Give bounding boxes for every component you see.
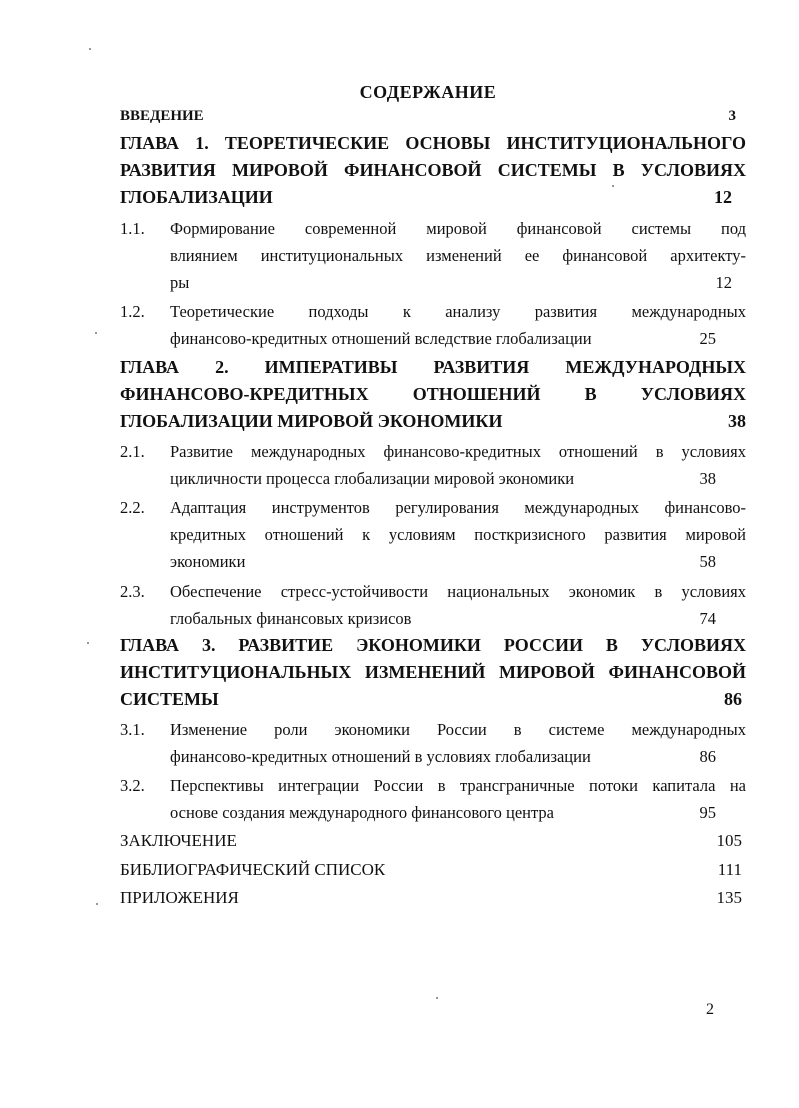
chapter-3-line-2: ИНСТИТУЦИОНАЛЬНЫХ ИЗМЕНЕНИЙ МИРОВОЙ ФИНАНСОВОЙ (120, 662, 746, 682)
scan-speck (95, 332, 97, 334)
section-number: 1.2. (120, 302, 145, 321)
section-2-2-line-3: экономики (170, 552, 246, 571)
section-2-1-line-1: Развитие международных финансово-кредитных отношений в условиях (170, 442, 746, 461)
chapter-1-page: 12 (714, 187, 732, 207)
bibliography-label: БИБЛИОГРАФИЧЕСКИЙ СПИСОК (120, 860, 386, 879)
scan-speck (89, 48, 91, 50)
chapter-3-heading (120, 632, 746, 713)
section-2-2-line-2: кредитных отношений к условиям посткризисного развития мировой (170, 525, 746, 544)
introduction-label: ВВЕДЕНИЕ (120, 108, 204, 124)
section-3-2-line-2: основе создания международного финансового центра (170, 803, 554, 822)
introduction-page: 3 (728, 108, 736, 124)
chapter-2-line-2: ФИНАНСОВО-КРЕДИТНЫХ ОТНОШЕНИЙ В УСЛОВИЯХ (120, 384, 746, 404)
section-3-1-line-1: Изменение роли экономики России в системе международных (170, 720, 746, 739)
conclusion-page: 105 (716, 831, 742, 850)
section-3-2-page: 95 (699, 803, 716, 822)
chapter-2-page: 38 (728, 411, 746, 431)
toc-conclusion (120, 827, 742, 854)
chapter-2-line-1: ГЛАВА 2. ИМПЕРАТИВЫ РАЗВИТИЯ МЕЖДУНАРОДНЫХ (120, 357, 746, 377)
toc-appendices (120, 884, 742, 911)
section-2-3-page: 74 (699, 609, 716, 628)
section-3-1-page: 86 (699, 747, 716, 766)
chapter-3-line-1: ГЛАВА 3. РАЗВИТИЕ ЭКОНОМИКИ РОССИИ В УСЛОВИЯХ (120, 635, 746, 655)
chapter-3-line-3: СИСТЕМЫ (120, 689, 219, 709)
section-2-3-line-1: Обеспечение стресс-устойчивости национальных экономик в условиях (170, 582, 746, 601)
chapter-2-heading (120, 354, 746, 435)
section-1-2-page: 25 (699, 329, 716, 348)
section-1-1-page: 12 (715, 273, 732, 292)
chapter-1-line-1: ГЛАВА 1. ТЕОРЕТИЧЕСКИЕ ОСНОВЫ ИНСТИТУЦИОНАЛЬНОГО (120, 133, 746, 153)
chapter-1-line-3: ГЛОБАЛИЗАЦИИ (120, 187, 273, 207)
conclusion-label: ЗАКЛЮЧЕНИЕ (120, 831, 237, 850)
scan-speck (436, 997, 438, 999)
section-number: 2.1. (120, 442, 145, 461)
chapter-1-line-2: РАЗВИТИЯ МИРОВОЙ ФИНАНСОВОЙ СИСТЕМЫ В УСЛОВИЯХ (120, 160, 746, 180)
chapter-1-heading (120, 130, 746, 211)
chapter-3-page: 86 (724, 689, 742, 709)
page-number: 2 (706, 1001, 714, 1018)
section-2-1-page: 38 (699, 469, 716, 488)
appendices-page: 135 (716, 888, 742, 907)
scan-speck (96, 903, 98, 905)
section-1-2-line-1: Теоретические подходы к анализу развития международных (170, 302, 746, 321)
section-number: 3.1. (120, 720, 145, 739)
section-number: 1.1. (120, 219, 145, 238)
toc-title: СОДЕРЖАНИЕ (359, 82, 497, 102)
section-1-2-line-2: финансово-кредитных отношений вследствие глобализации (170, 329, 592, 348)
section-2-2-page: 58 (699, 552, 716, 571)
toc-introduction (120, 108, 736, 125)
section-3-1-line-2: финансово-кредитных отношений в условиях глобализации (170, 747, 591, 766)
section-1-1-line-2: влиянием институциональных изменений ее финансовой архитекту- (170, 246, 746, 265)
section-2-3-line-2: глобальных финансовых кризисов (170, 609, 412, 628)
chapter-2-line-3: ГЛОБАЛИЗАЦИИ МИРОВОЙ ЭКОНОМИКИ (120, 411, 503, 431)
section-3-2-line-1: Перспективы интеграции России в трансграничные потоки капитала на (170, 776, 746, 795)
section-2-2-line-1: Адаптация инструментов регулирования международных финансово- (170, 498, 746, 517)
section-number: 2.2. (120, 498, 145, 517)
section-number: 3.2. (120, 776, 145, 795)
bibliography-page: 111 (717, 860, 742, 879)
section-1-1-line-3: ры (170, 273, 190, 292)
section-number: 2.3. (120, 582, 145, 601)
scan-speck (87, 642, 89, 644)
section-1-1-line-1: Формирование современной мировой финансовой системы под (170, 219, 746, 238)
scan-speck (612, 185, 614, 187)
toc-bibliography (120, 856, 742, 883)
appendices-label: ПРИЛОЖЕНИЯ (120, 888, 239, 907)
section-2-1-line-2: цикличности процесса глобализации мировой экономики (170, 469, 575, 488)
